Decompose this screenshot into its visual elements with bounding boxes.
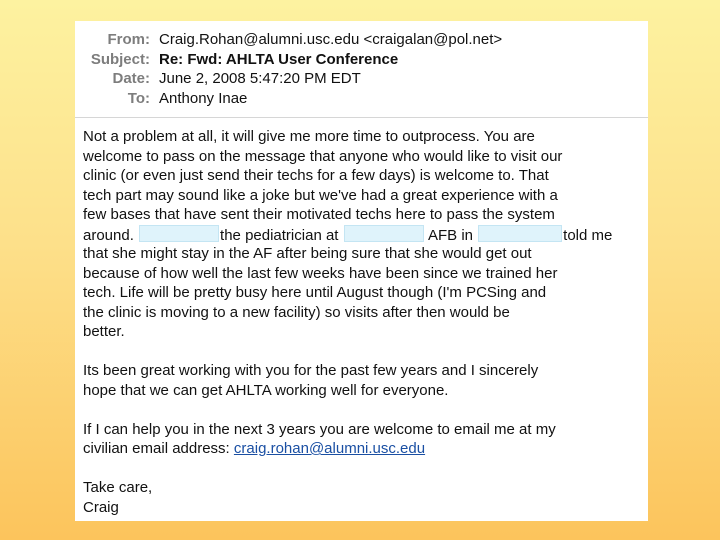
body-text: AFB in: [427, 226, 473, 244]
date-value: June 2, 2008 5:47:20 PM EDT: [159, 70, 361, 87]
body-line: [83, 439, 643, 459]
paragraph-gap: [83, 400, 643, 420]
email-headers: [75, 21, 648, 118]
to-value[interactable]: Anthony Inae: [159, 90, 248, 107]
closing-line: Take care,: [83, 479, 153, 496]
body-text: told me: [563, 226, 613, 244]
body-line: Not a problem at all, it will give me more time to outprocess. You are: [83, 128, 535, 145]
paragraph-gap: [83, 459, 643, 479]
email-body: [83, 127, 643, 517]
from-label: From:: [107, 31, 150, 48]
redaction-box: [139, 225, 219, 242]
body-text: civilian email address:: [83, 440, 234, 457]
body-line: better.: [83, 323, 125, 340]
body-line: hope that we can get AHLTA working well for everyone.: [83, 381, 449, 399]
subject-value: Re: Fwd: AHLTA User Conference: [159, 51, 399, 68]
body-line: tech part may sound like a joke but we've had a great experience with a: [83, 186, 558, 204]
body-text: around.: [83, 226, 134, 244]
body-line: welcome to pass on the message that anyone who would like to visit our: [83, 147, 563, 165]
body-line: few bases that have sent their motivated techs here to pass the system: [83, 206, 555, 223]
body-line: because of how well the last few weeks have been since we trained her: [83, 264, 558, 282]
date-label: Date:: [112, 70, 150, 87]
redaction-box: [344, 225, 424, 242]
body-line: the clinic is moving to a new facility) so visits after then would be: [83, 303, 510, 321]
redaction-box: [478, 225, 562, 242]
signature: Craig: [83, 498, 119, 516]
body-line: that she might stay in the AF after being sure that she would get out: [83, 245, 532, 262]
body-line: If I can help you in the next 3 years you are welcome to email me at my: [83, 420, 556, 438]
subject-label: Subject:: [90, 51, 150, 68]
email-address-link[interactable]: craig.rohan@alumni.usc.edu: [233, 440, 426, 457]
body-text: the pediatrician at: [220, 226, 339, 244]
body-line: Its been great working with you for the past few years and I sincerely: [83, 362, 539, 379]
paragraph-gap: [83, 342, 643, 362]
body-line: clinic (or even just send their techs for a few days) is welcome to. That: [83, 167, 549, 184]
from-value[interactable]: Craig.Rohan@alumni.usc.edu <craigalan@pol.net>: [159, 31, 503, 48]
to-label: To:: [127, 90, 150, 107]
body-line-redacted: [83, 225, 643, 245]
body-line: tech. Life will be pretty busy here until August though (I'm PCSing and: [83, 284, 547, 301]
email-message: [75, 21, 648, 521]
